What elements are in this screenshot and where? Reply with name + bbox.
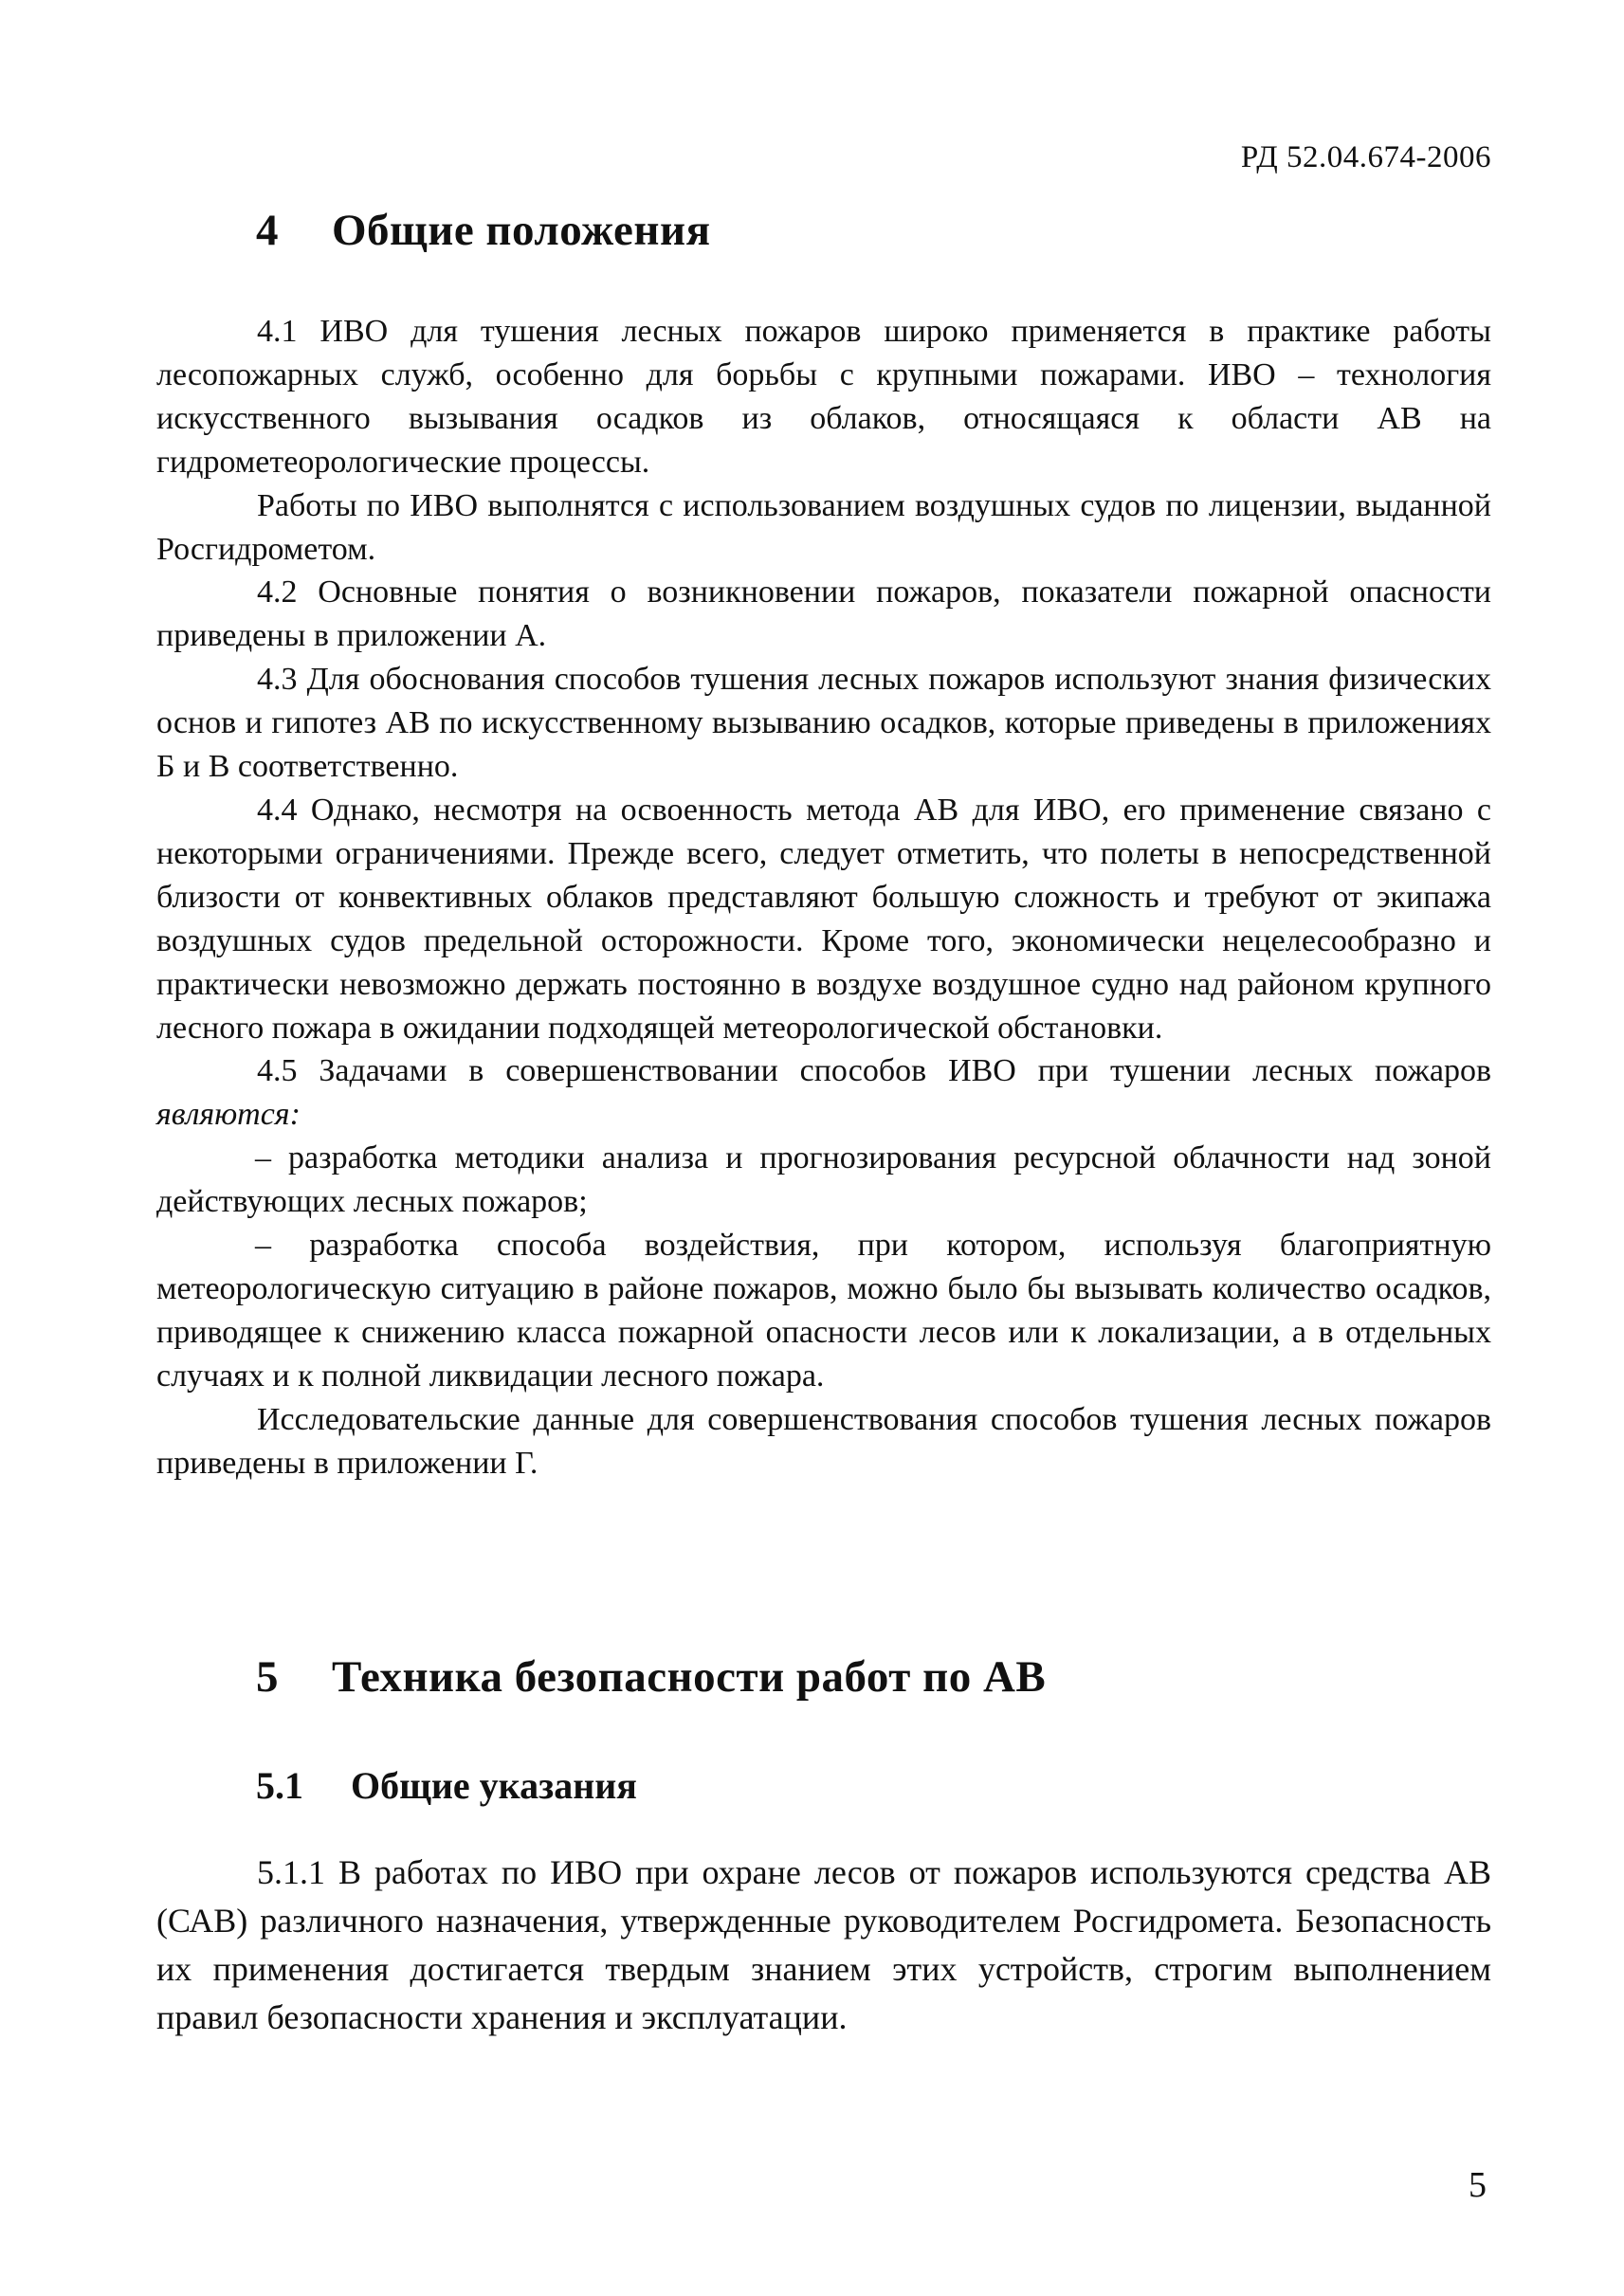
section-4-heading [256, 205, 711, 256]
paragraph-4-3: 4.3 Для обоснования способов тушения лесных пожаров используют знания физических основ и гипотез АВ по искусственному вызыванию осадков, которые приведены в приложениях Б и В соответственно. [156, 662, 1491, 785]
subsection-5-1-heading [256, 1763, 637, 1808]
page-number: 5 [1469, 2165, 1487, 2205]
list-item-method: – разработка способа воздействия, при котором, используя благоприятную метеорологическую ситуацию в районе пожаров, можно было бы вызывать количество осадков, приводящее к снижению класса пожарной опасности лесов или к локализации, а в отдельных случаях и к полной ликвидации лесного пожара. [156, 1228, 1491, 1394]
section-5-heading [256, 1651, 1046, 1703]
list-item-methodology: – разработка методики анализа и прогнозирования ресурсной облачности над зоной действующих лесных пожаров; [156, 1140, 1491, 1220]
paragraph-4-2: 4.2 Основные понятия о возникновении пожаров, показатели пожарной опасности приведены в приложении А. [156, 574, 1491, 654]
paragraph-5-1-1: 5.1.1 В работах по ИВО при охране лесов от пожаров используются средства АВ (САВ) различного назначения, утвержденные руководителем Росгидромета. Безопасность их применения достигается твердым знанием этих устройств, строгим выполнением правил безопасности хранения и эксплуатации. [156, 1853, 1491, 2036]
section-5-body [156, 1849, 1491, 2042]
paragraph-4-5-italic: являются: [156, 1097, 301, 1133]
paragraph-4-1: 4.1 ИВО для тушения лесных пожаров широко применяется в практике работы лесопожарных служб, особенно для борьбы с крупными пожарами. ИВО – технология искусственного вызывания осадков из облаков, относящаяся к области АВ на гидрометеорологические процессы. [156, 314, 1491, 480]
subsection-5-1-number: 5.1 [256, 1764, 303, 1807]
section-5-title: Техника безопасности работ по АВ [332, 1652, 1047, 1702]
paragraph-4-5 [156, 1049, 1491, 1137]
document-code: РД 52.04.674-2006 [1240, 140, 1491, 174]
section-4-number: 4 [256, 206, 279, 255]
paragraph-research-data: Исследовательские данные для совершенствования способов тушения лесных пожаров приведены в приложении Г. [156, 1401, 1491, 1481]
section-5-number: 5 [256, 1652, 279, 1702]
paragraph-4-1-cont: Работы по ИВО выполнятся с использованием воздушных судов по лицензии, выданной Росгидрометом. [156, 487, 1491, 567]
paragraph-4-5-main: 4.5 Задачами в совершенствовании способов ИВО при тушении лесных пожаров [257, 1053, 1491, 1089]
section-4-title: Общие положения [332, 206, 711, 255]
paragraph-4-4: 4.4 Однако, несмотря на освоенность метода АВ для ИВО, его применение связано с некоторыми ограничениями. Прежде всего, следует отметить, что полеты в непосредственной близости от конвективных облаков представляют большую сложность и требуют от экипажа воздушных судов предельной осторожности. Кроме того, экономически нецелесообразно и практически невозможно держать постоянно в воздухе воздушное судно над районом крупного лесного пожара в ожидании подходящей метеорологической обстановки. [156, 792, 1491, 1046]
section-4-body [156, 310, 1491, 1485]
subsection-5-1-title: Общие указания [351, 1764, 637, 1807]
